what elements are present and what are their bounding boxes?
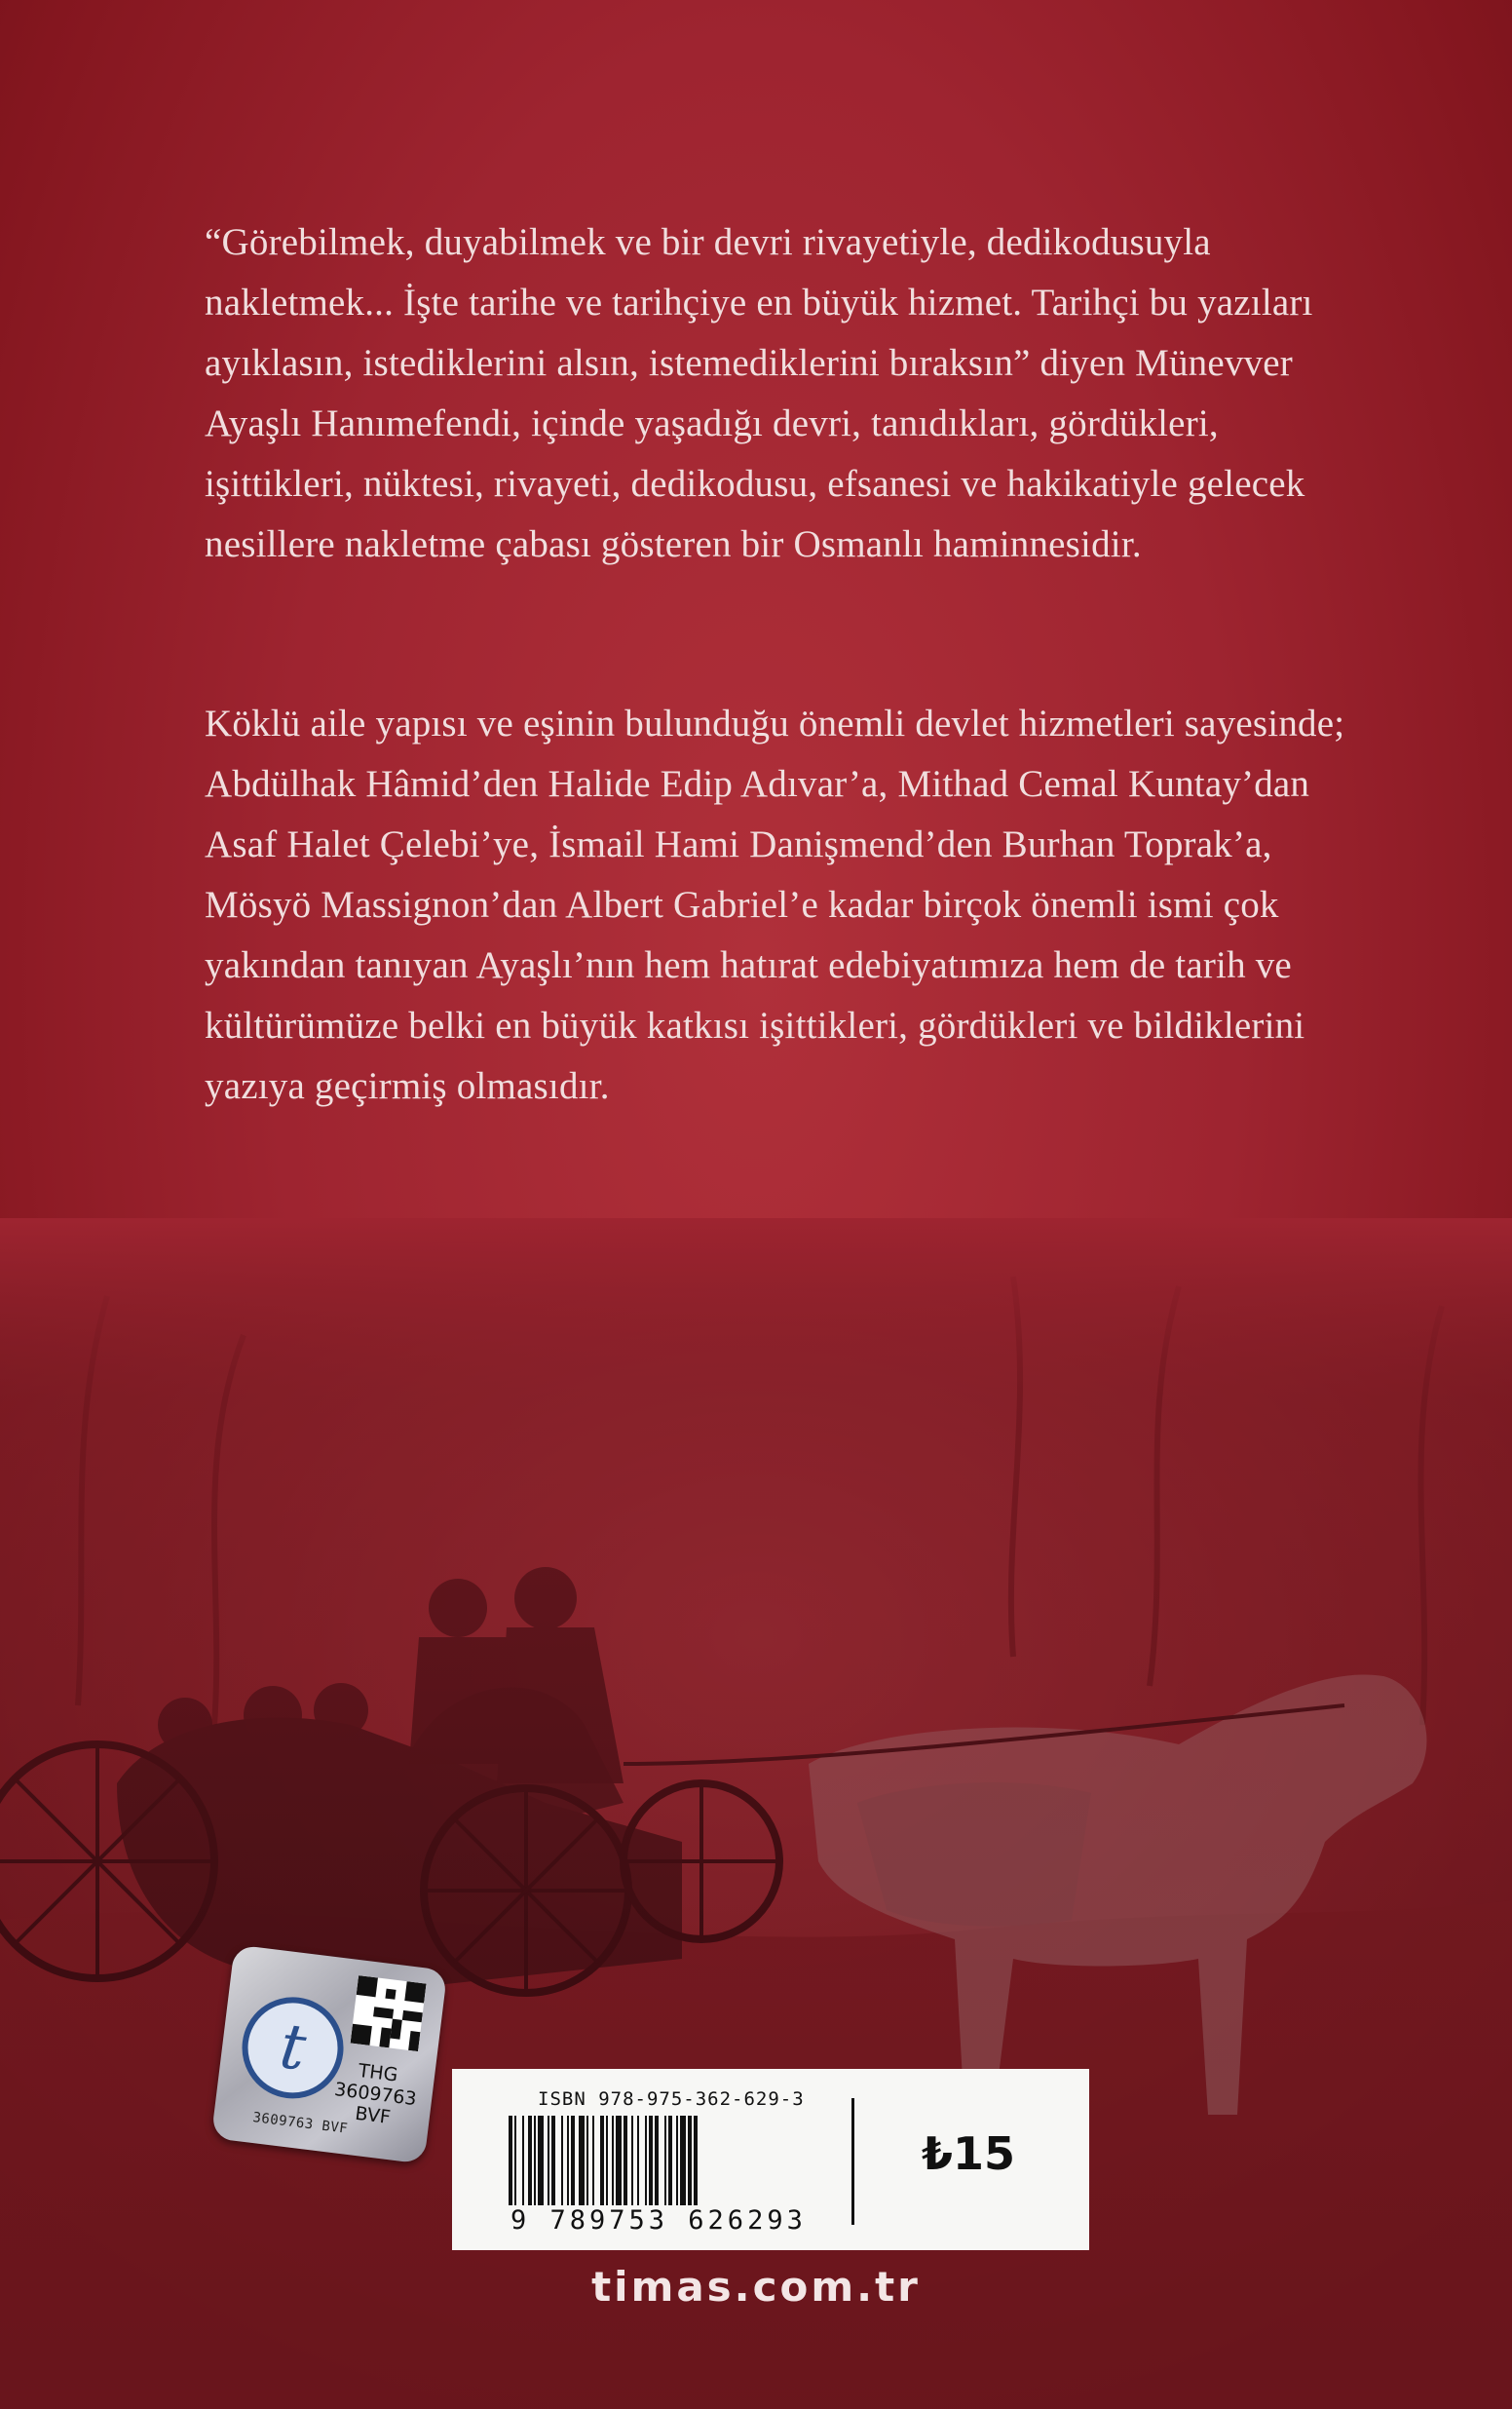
barcode-bar (664, 2116, 666, 2205)
barcode-bar (694, 2116, 698, 2205)
sticker-code-line-3: BVF (354, 2102, 393, 2129)
isbn-barcode-box (452, 2069, 1089, 2250)
sticker-code-line-1: THG (357, 2059, 399, 2086)
barcode-bar (538, 2116, 544, 2205)
barcode-bar (586, 2116, 588, 2205)
isbn-number: ISBN 978-975-362-629-3 (538, 2088, 805, 2110)
barcode-bar (561, 2116, 563, 2205)
barcode-bar (571, 2116, 575, 2205)
price-label: ₺15 (921, 2127, 1016, 2180)
barcode-bar (624, 2116, 627, 2205)
sticker-small-text: 3609763 BVF (251, 2109, 349, 2137)
qr-code-icon (351, 1975, 427, 2051)
barcode-bar (522, 2116, 524, 2205)
blurb-paragraph-1: “Görebilmek, duyabilmek ve bir devri rivayetiyle, dedikodusuyla nakletmek... İşte tarihe ve tarihçiye en büyük hizmet. Tarihçi bu yazıları ayıklasın, istediklerini alsın, istemediklerini bıraksın” diyen Münevver Ayaşlı Hanımefendi, içinde yaşadığı devri, tanıdıkları, gördükleri, işittikleri, nüktesi, rivayeti, dedikodusu, efsanesi ve hakikatiyle gelecek nesillere nakletme çabası gösteren bir Osmanlı haminnesidir. (205, 221, 1313, 565)
barcode-bar (592, 2116, 594, 2205)
barcode-bar (567, 2116, 569, 2205)
barcode-bar (600, 2116, 604, 2205)
security-sticker (211, 1944, 448, 2163)
barcode-digits: 9 789753 626293 (510, 2205, 807, 2236)
barcode-bar (548, 2116, 549, 2205)
barcode-bar (579, 2116, 585, 2205)
barcode-bar (680, 2116, 686, 2205)
barcode-bar (676, 2116, 678, 2205)
barcode-bar (514, 2116, 516, 2205)
barcode-bar (688, 2116, 692, 2205)
barcode-bar (645, 2116, 647, 2205)
barcode-bar (606, 2116, 608, 2205)
barcode-bar (551, 2116, 555, 2205)
barcode-divider (851, 2098, 854, 2225)
barcode-bar (637, 2116, 639, 2205)
barcode-bar (631, 2116, 633, 2205)
barcode-bar (649, 2116, 653, 2205)
barcode-bar (616, 2116, 622, 2205)
barcode-bar (528, 2116, 532, 2205)
sticker-code-line-2: 3609763 (333, 2079, 418, 2111)
barcode-bar (509, 2116, 512, 2205)
blurb-paragraph-2: Köklü aile yapısı ve eşinin bulunduğu önemli devlet hizmetleri sayesinde; Abdülhak Hâmid’den Halide Edip Adıvar’a, Mithad Cemal Kuntay’dan Asaf Halet Çelebi’ye, İsmail Hami Danişmend’den Burhan Toprak’a, Mösyö Massignon’dan Albert Gabriel’e kadar birçok önemli ismi çok yakından tanıyan Ayaşlı’nın hem hatırat edebiyatımıza hem de tarih ve kültürümüze belki en büyük katkısı işittikleri, gördükleri ve bildiklerini yazıya geçirmiş olmasıdır. (205, 703, 1345, 1107)
barcode-icon (509, 2116, 840, 2205)
barcode-bar (534, 2116, 536, 2205)
ministry-logo-icon: t (237, 1991, 350, 2104)
barcode-bar (668, 2116, 672, 2205)
barcode-bar (612, 2116, 614, 2205)
publisher-url: timas.com.tr (591, 2263, 921, 2311)
barcode-bar (655, 2116, 659, 2205)
